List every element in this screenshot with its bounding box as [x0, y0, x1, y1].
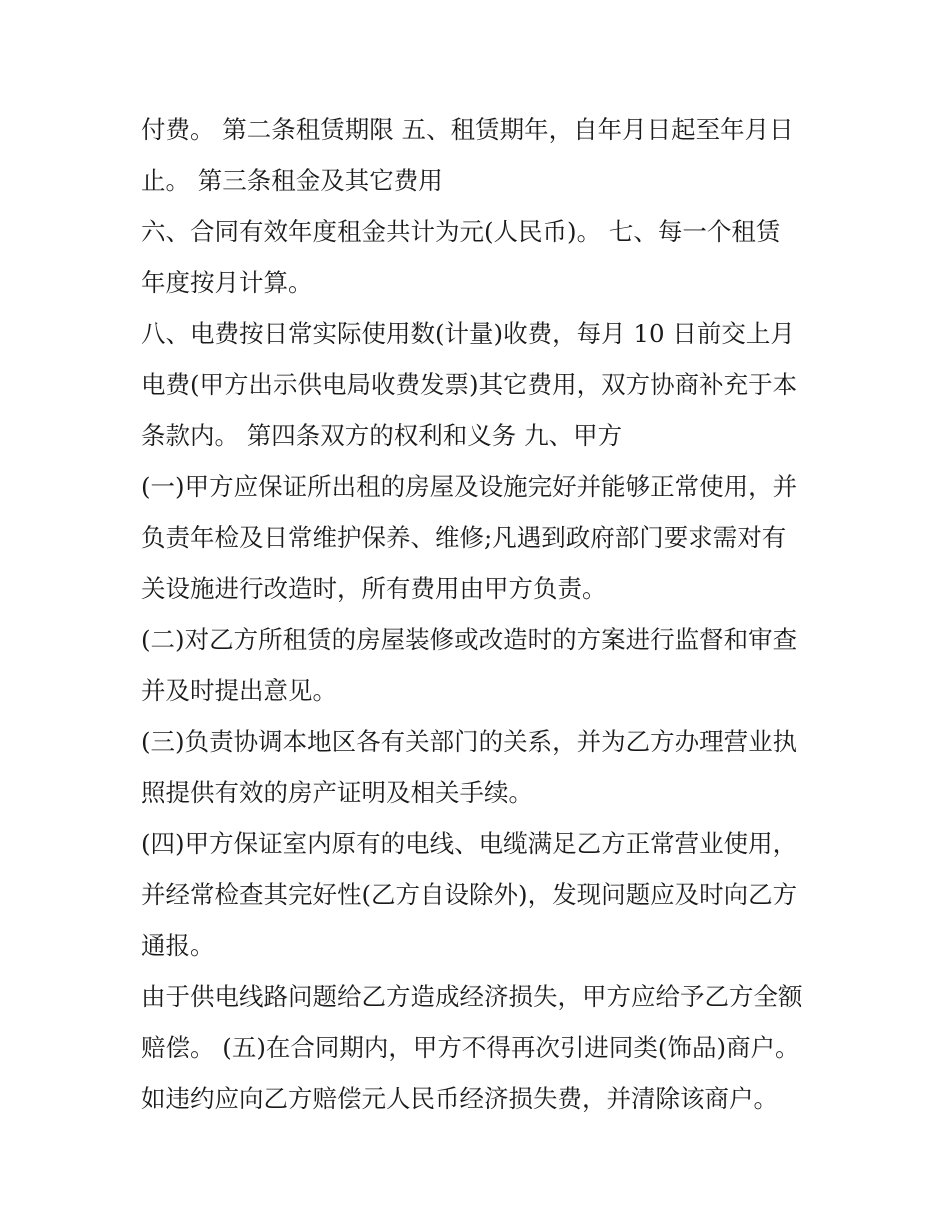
text-line: 付费。 第二条租赁期限 五、租赁期年，自年月日起至年月日	[141, 115, 794, 144]
text-line: (四)甲方保证室内原有的电线、电缆满足乙方正常营业使用，	[141, 829, 798, 858]
text-line: 通报。	[141, 931, 215, 960]
text-line: (三)负责协调本地区各有关部门的关系，并为乙方办理营业执	[141, 727, 798, 756]
contract-text	[141, 104, 831, 1124]
text-line: 照提供有效的房产证明及相关手续。	[141, 778, 533, 807]
text-line: 由于供电线路问题给乙方造成经济损失，甲方应给予乙方全额	[141, 982, 803, 1011]
text-line: 赔偿。 (五)在合同期内，甲方不得再次引进同类(饰品)商户。	[141, 1033, 800, 1062]
text-line: 负责年检及日常维护保养、维修;凡遇到政府部门要求需对有	[141, 523, 787, 552]
text-line: 止。 第三条租金及其它费用	[141, 166, 443, 195]
text-line: 年度按月计算。	[141, 268, 313, 297]
text-line: 关设施进行改造时，所有费用由甲方负责。	[141, 574, 607, 603]
text-line: (一)甲方应保证所出租的房屋及设施完好并能够正常使用，并	[141, 472, 798, 501]
text-line: 并经常检查其完好性(乙方自设除外)，发现问题应及时向乙方	[141, 880, 798, 909]
text-line: 如违约应向乙方赔偿元人民币经济损失费，并清除该商户。	[141, 1084, 778, 1113]
text-line: 八、电费按日常实际使用数(计量)收费，每月 10 日前交上月	[141, 319, 795, 348]
text-line: (二)对乙方所租赁的房屋装修或改造时的方案进行监督和审查	[141, 625, 798, 654]
text-line: 六、合同有效年度租金共计为元(人民币)。 七、每一个租赁	[141, 217, 781, 246]
text-line: 电费(甲方出示供电局收费发票)其它费用，双方协商补充于本	[141, 370, 798, 399]
text-line: 条款内。 第四条双方的权利和义务 九、甲方	[141, 421, 623, 450]
text-line: 并及时提出意见。	[141, 676, 337, 705]
